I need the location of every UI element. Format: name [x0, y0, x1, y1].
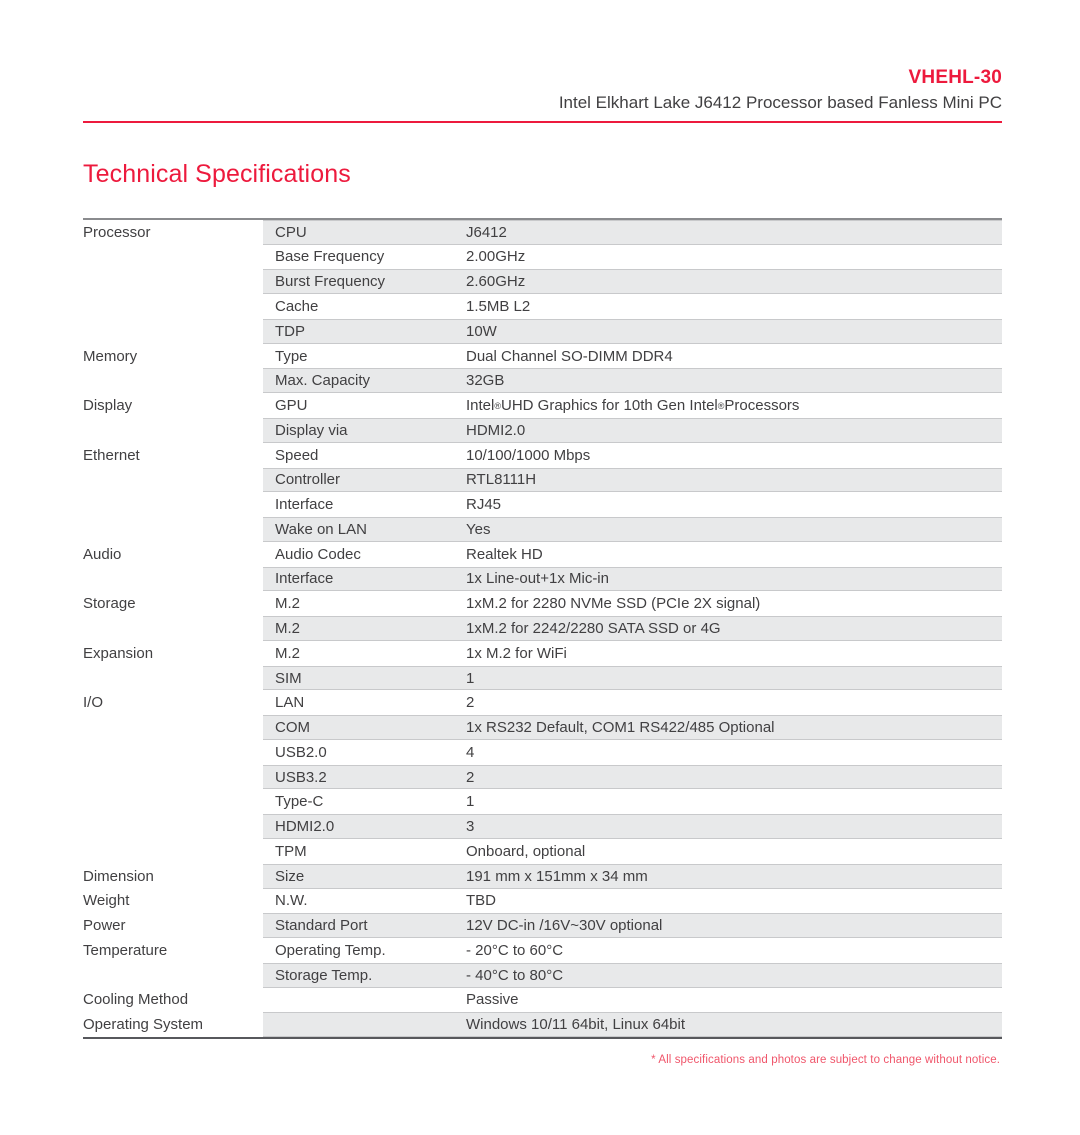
spec-category-cell	[83, 666, 263, 691]
spec-value-cell: Intel ® UHD Graphics for 10th Gen Intel ® Processors	[466, 397, 800, 415]
spec-item-cell: Wake on LAN	[275, 520, 367, 538]
spec-category-cell	[83, 269, 263, 294]
spec-subrow	[263, 319, 1002, 344]
spec-subrow	[263, 245, 1002, 270]
spec-item-cell: LAN	[275, 694, 305, 712]
spec-row	[83, 666, 1002, 691]
spec-item-cell: M.2	[275, 595, 301, 613]
spec-row	[83, 913, 1002, 938]
header-divider	[83, 121, 1002, 123]
spec-item-cell: COM	[275, 719, 310, 737]
spec-item-cell: M.2	[275, 644, 301, 662]
spec-category-cell: Audio	[83, 545, 122, 563]
spec-item-cell: Speed	[275, 446, 319, 464]
spec-item-cell: Display via	[275, 421, 348, 439]
spec-value-cell: Passive	[466, 991, 519, 1009]
spec-row	[83, 1012, 1002, 1037]
spec-row	[83, 418, 1002, 443]
spec-item-cell: CPU	[275, 223, 307, 241]
spec-row	[83, 294, 1002, 319]
spec-value-cell: 3	[466, 818, 475, 836]
spec-subrow	[263, 344, 1002, 369]
spec-value-cell: 1x Line-out+1x Mic-in	[466, 570, 609, 588]
spec-category-cell: Processor	[83, 223, 151, 241]
spec-value-cell: 1.5MB L2	[466, 298, 531, 316]
spec-category-cell	[83, 740, 263, 765]
spec-subrow	[263, 220, 1002, 245]
spec-subrow	[263, 963, 1002, 988]
spec-subrow	[263, 616, 1002, 641]
spec-value-cell: 32GB	[466, 372, 505, 390]
spec-value-cell: TBD	[466, 892, 496, 910]
spec-subrow	[263, 690, 1002, 715]
spec-item-cell: Controller	[275, 471, 341, 489]
spec-value-cell: 2.00GHz	[466, 248, 526, 266]
spec-category-cell: Temperature	[83, 941, 168, 959]
spec-subrow	[263, 666, 1002, 691]
spec-subrow	[263, 641, 1002, 666]
spec-category-cell	[83, 418, 263, 443]
spec-item-cell: Size	[275, 867, 305, 885]
spec-row	[83, 220, 1002, 245]
product-subtitle: Intel Elkhart Lake J6412 Processor based Fanless Mini PC	[558, 92, 1002, 112]
spec-row	[83, 690, 1002, 715]
spec-row	[83, 740, 1002, 765]
spec-item-cell: HDMI2.0	[275, 818, 335, 836]
spec-row	[83, 245, 1002, 270]
spec-category-cell	[83, 492, 263, 517]
spec-item-cell: Operating Temp.	[275, 941, 386, 959]
spec-category-cell	[83, 245, 263, 270]
spec-subrow	[263, 1012, 1002, 1037]
spec-row	[83, 641, 1002, 666]
spec-item-cell: Cache	[275, 298, 319, 316]
spec-subrow	[263, 368, 1002, 393]
spec-category-cell	[83, 765, 263, 790]
spec-subrow	[263, 789, 1002, 814]
spec-subrow	[263, 468, 1002, 493]
spec-item-cell: Base Frequency	[275, 248, 385, 266]
spec-value-cell: Dual Channel SO-DIMM DDR4	[466, 347, 673, 365]
spec-category-cell	[83, 715, 263, 740]
spec-subrow	[263, 765, 1002, 790]
spec-value-cell: 191 mm x 151mm x 34 mm	[466, 867, 648, 885]
spec-row	[83, 344, 1002, 369]
spec-value-cell: 2	[466, 694, 475, 712]
spec-subrow	[263, 814, 1002, 839]
spec-value-cell: 1xM.2 for 2280 NVMe SSD (PCIe 2X signal)	[466, 595, 761, 613]
spec-subrow	[263, 418, 1002, 443]
spec-subrow	[263, 740, 1002, 765]
spec-value-cell: Windows 10/11 64bit, Linux 64bit	[466, 1016, 686, 1034]
spec-value-cell: J6412	[466, 223, 507, 241]
spec-subrow	[263, 269, 1002, 294]
spec-category-cell	[83, 368, 263, 393]
spec-subrow	[263, 393, 1002, 418]
spec-row	[83, 715, 1002, 740]
spec-item-cell: Standard Port	[275, 917, 368, 935]
spec-row	[83, 988, 1002, 1013]
spec-category-cell: Expansion	[83, 644, 154, 662]
spec-category-cell	[83, 839, 263, 864]
spec-item-cell: TPM	[275, 842, 307, 860]
spec-category-cell	[83, 294, 263, 319]
spec-category-cell: Display	[83, 397, 133, 415]
document-header	[83, 66, 1002, 123]
spec-row	[83, 963, 1002, 988]
spec-value-cell: 2.60GHz	[466, 273, 526, 291]
spec-row	[83, 889, 1002, 914]
spec-value-cell: - 40°C to 80°C	[466, 966, 564, 984]
spec-item-cell: Type-C	[275, 793, 324, 811]
spec-item-cell: Interface	[275, 570, 334, 588]
spec-value-cell: Yes	[466, 520, 491, 538]
spec-category-cell	[83, 517, 263, 542]
spec-item-cell: M.2	[275, 619, 301, 637]
spec-category-cell	[83, 814, 263, 839]
spec-category-cell: Dimension	[83, 867, 154, 885]
spec-item-cell: Burst Frequency	[275, 273, 386, 291]
spec-category-cell: Ethernet	[83, 446, 140, 464]
spec-row	[83, 319, 1002, 344]
spec-item-cell: USB2.0	[275, 743, 327, 761]
spec-subrow	[263, 913, 1002, 938]
spec-item-cell: Type	[275, 347, 308, 365]
spec-item-cell: USB3.2	[275, 768, 327, 786]
spec-row	[83, 517, 1002, 542]
spec-value-cell: 10W	[466, 322, 497, 340]
footnote: * All specifications and photos are subject to change without notice.	[651, 1054, 1000, 1067]
spec-subrow	[263, 492, 1002, 517]
spec-value-cell: 12V DC-in /16V~30V optional	[466, 917, 663, 935]
spec-row	[83, 443, 1002, 468]
spec-value-cell: Onboard, optional	[466, 842, 586, 860]
spec-category-cell: Memory	[83, 347, 138, 365]
spec-row	[83, 591, 1002, 616]
spec-category-cell	[83, 468, 263, 493]
spec-category-cell: Weight	[83, 892, 130, 910]
spec-row	[83, 393, 1002, 418]
spec-item-cell: Max. Capacity	[275, 372, 371, 390]
spec-value-cell: 1xM.2 for 2242/2280 SATA SSD or 4G	[466, 619, 721, 637]
product-model: VHEHL-30	[908, 67, 1002, 88]
spec-row	[83, 492, 1002, 517]
spec-value-cell: 2	[466, 768, 475, 786]
spec-subrow	[263, 864, 1002, 889]
spec-row	[83, 468, 1002, 493]
spec-value-cell: - 20°C to 60°C	[466, 941, 564, 959]
spec-value-cell: 1x RS232 Default, COM1 RS422/485 Optional	[466, 719, 775, 737]
spec-value-cell: 1x M.2 for WiFi	[466, 644, 567, 662]
section-title: Technical Specifications	[83, 159, 351, 188]
spec-value-cell: Realtek HD	[466, 545, 543, 563]
spec-item-cell	[263, 989, 454, 1012]
spec-category-cell	[83, 319, 263, 344]
spec-row	[83, 542, 1002, 567]
spec-subrow	[263, 542, 1002, 567]
spec-category-cell	[83, 567, 263, 592]
spec-row	[83, 789, 1002, 814]
spec-item-cell: TDP	[275, 322, 305, 340]
spec-row	[83, 567, 1002, 592]
spec-category-cell	[83, 789, 263, 814]
spec-category-cell: Operating System	[83, 1016, 204, 1034]
spec-subrow	[263, 715, 1002, 740]
spec-item-cell: Interface	[275, 496, 334, 514]
spec-row	[83, 814, 1002, 839]
spec-item-cell: SIM	[275, 669, 302, 687]
spec-subrow	[263, 889, 1002, 914]
spec-row	[83, 839, 1002, 864]
spec-item-cell: N.W.	[275, 892, 308, 910]
spec-row	[83, 864, 1002, 889]
spec-row	[83, 938, 1002, 963]
spec-item-cell: Storage Temp.	[275, 966, 373, 984]
spec-row	[83, 368, 1002, 393]
spec-category-cell	[83, 616, 263, 641]
spec-value-cell: RJ45	[466, 496, 502, 514]
spec-category-cell: I/O	[83, 694, 104, 712]
spec-category-cell: Cooling Method	[83, 991, 189, 1009]
spec-subrow	[263, 294, 1002, 319]
spec-category-cell	[83, 963, 263, 988]
spec-item-cell	[263, 1013, 454, 1036]
spec-value-cell: 1	[466, 793, 475, 811]
spec-row	[83, 765, 1002, 790]
spec-subrow	[263, 591, 1002, 616]
spec-subrow	[263, 443, 1002, 468]
spec-item-cell: GPU	[275, 397, 308, 415]
spec-row	[83, 269, 1002, 294]
spec-category-cell: Power	[83, 917, 126, 935]
spec-value-cell: 10/100/1000 Mbps	[466, 446, 591, 464]
spec-subrow	[263, 839, 1002, 864]
spec-value-cell: 1	[466, 669, 475, 687]
spec-value-cell: 4	[466, 743, 475, 761]
spec-subrow	[263, 517, 1002, 542]
spec-value-cell: HDMI2.0	[466, 421, 526, 439]
spec-subrow	[263, 938, 1002, 963]
spec-subrow	[263, 567, 1002, 592]
spec-value-cell: RTL8111H	[466, 471, 537, 489]
spec-category-cell: Storage	[83, 595, 136, 613]
spec-subrow	[263, 988, 1002, 1013]
spec-table	[83, 218, 1002, 1039]
spec-item-cell: Audio Codec	[275, 545, 361, 563]
spec-row	[83, 616, 1002, 641]
